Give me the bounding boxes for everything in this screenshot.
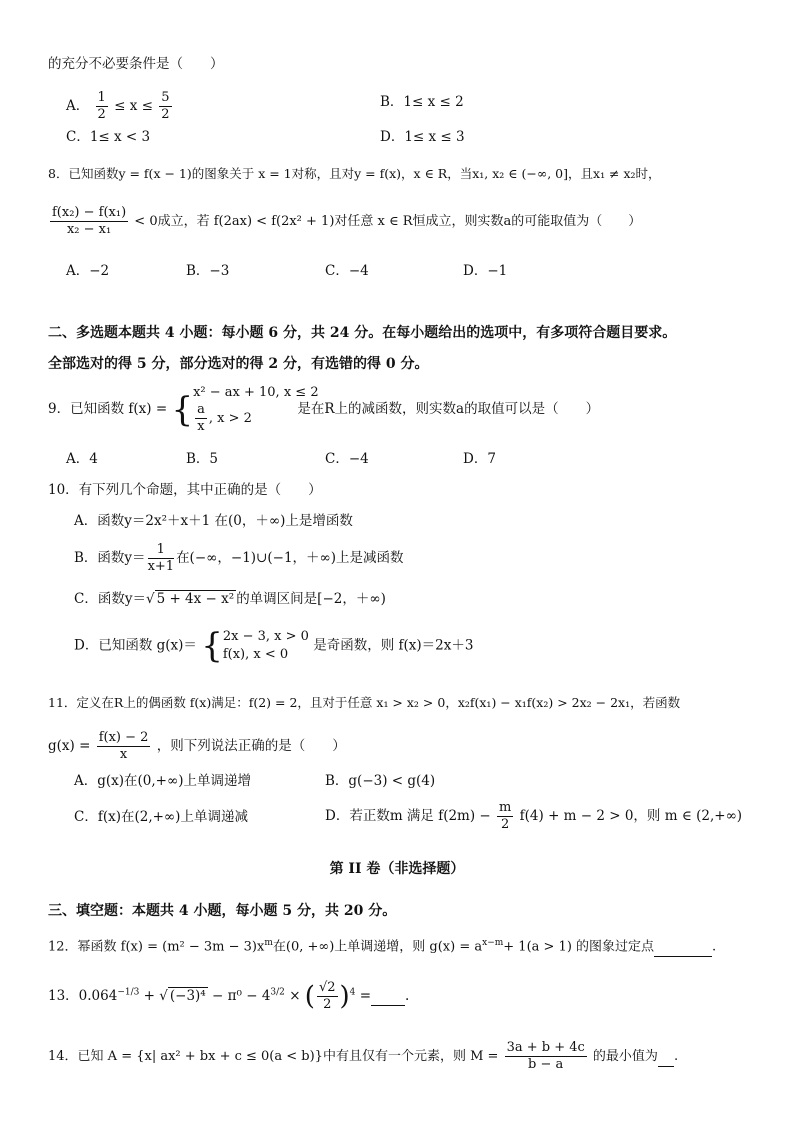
- q9-option-b: B．5: [186, 451, 219, 467]
- q8-line1: 8．已知函数y = f(x − 1)的图象关于 x = 1对称，且对y = f(x)，x ∈ R，当x₁, x₂ ∈ (−∞, 0]，且x₁ ≠ x₂时，: [48, 166, 661, 181]
- q11-option-d: D．若正数m 满足 f(2m) − $\frac{m}{2}$ f(4) + m − 2 > 0，则 m ∈ (2,+∞): [325, 800, 743, 832]
- q11-option-c: C．f(x)在(2,+∞)上单调递减: [74, 809, 248, 825]
- q10-option-a: A．函数y＝2x²＋x＋1 在(0，＋∞)上是增函数: [74, 513, 353, 529]
- q7-option-c: C．1≤ x < 3: [66, 129, 151, 145]
- q11-line1: 11．定义在R上的偶函数 f(x)满足：f(2) = 2，且对于任意 x₁ > x₂ > 0，x₂f(x₁) − x₁f(x₂) > 2x₂ − 2x₁，若函数: [48, 695, 681, 710]
- section2-header-line2: 全部选对的得 5 分，部分选对的得 2 分，有选错的得 0 分。: [48, 356, 429, 372]
- q10-option-c: C．函数y＝√ 5 + 4x − x² 的单调区间是[−2，＋∞): [74, 591, 386, 607]
- q11-option-a: A．g(x)在(0,+∞)上单调递增: [74, 773, 252, 789]
- q11-line2: g(x) = $\frac{f(x) - 2}{x}$ ，则下列说法正确的是（ ）: [48, 730, 346, 762]
- part2-title: 第 II 卷（非选择题）: [329, 861, 465, 877]
- q7-option-a: A． $\frac{1}{2}$ ≤ x ≤ $\frac{5}{2}$: [66, 90, 170, 122]
- q8-option-c: C．−4: [325, 263, 369, 279]
- q10-stem: 10．有下列几个命题，其中正确的是（ ）: [48, 482, 322, 498]
- q12: 12．幂函数 $f(x) = (m^2 - 3m - 3)x^m$在(0, +∞)上单调递增，则 $g(x) = a^{x-m}+ 1(a > 1)$ 的图象过定点 .: [48, 934, 716, 957]
- q9-option-c: C．−4: [325, 451, 369, 467]
- q7-option-d: D．1≤ x ≤ 3: [380, 129, 465, 145]
- q13: 13．$0.064^{-1/3}$ + √ $(-3)^4 - \pi^0 - 4^{3/2}$ × ( $\frac{√2}{2}$ )$^4$ = .: [48, 980, 410, 1012]
- q10-option-b: B．函数y＝ $\frac{1}{x+1}$ 在(−∞，−1)∪(−1，＋∞)上是减函数: [74, 542, 404, 574]
- q8-option-a: A．−2: [66, 263, 110, 279]
- q7-option-b: B．1≤ x ≤ 2: [380, 94, 464, 110]
- section3-header: 三、填空题：本题共 4 小题，每小题 5 分，共 20 分。: [48, 903, 397, 919]
- q11-option-b: B．g(−3) < g(4): [325, 773, 436, 789]
- q9-option-d: D．7: [463, 451, 496, 467]
- q8-option-d: D．−1: [463, 263, 508, 279]
- q8-option-b: B．−3: [186, 263, 230, 279]
- q14: 14．已知 A = {x| ax² + bx + c ≤ 0(a < b)}中有且仅有一个元素，则 M = $\frac{3a + b + 4c}{b - a}$ 的最小值为 .: [48, 1040, 679, 1072]
- q8-line2: $\frac{\text{f(x₂) − f(x₁)}}{\text{x₂ − x₁}}$ < 0成立，若 f(2ax) < f(2x² + 1)对任意 x ∈ R恒成立，则实数a的可能取值为（ ）: [52, 205, 642, 237]
- q10-option-d: D．已知函数 g(x)＝ { 2x − 3, x > 0 f(x), x < 0 是奇函数，则 f(x)＝2x＋3: [74, 626, 474, 666]
- q9-stem: 9．已知函数 f(x) = { x² − ax + 10, x ≤ 2 $\frac{a}{x}$ , x > 2 是在R上的减函数，则实数a的取值可以是（ ）: [48, 385, 600, 434]
- q7-stem-tail: 的充分不必要条件是（ ）: [48, 56, 224, 72]
- q9-option-a: A．4: [66, 451, 98, 467]
- section2-header-line1: 二、多选题本题共 4 小题：每小题 6 分，共 24 分。在每小题给出的选项中，有多项符合题目要求。: [48, 325, 677, 341]
